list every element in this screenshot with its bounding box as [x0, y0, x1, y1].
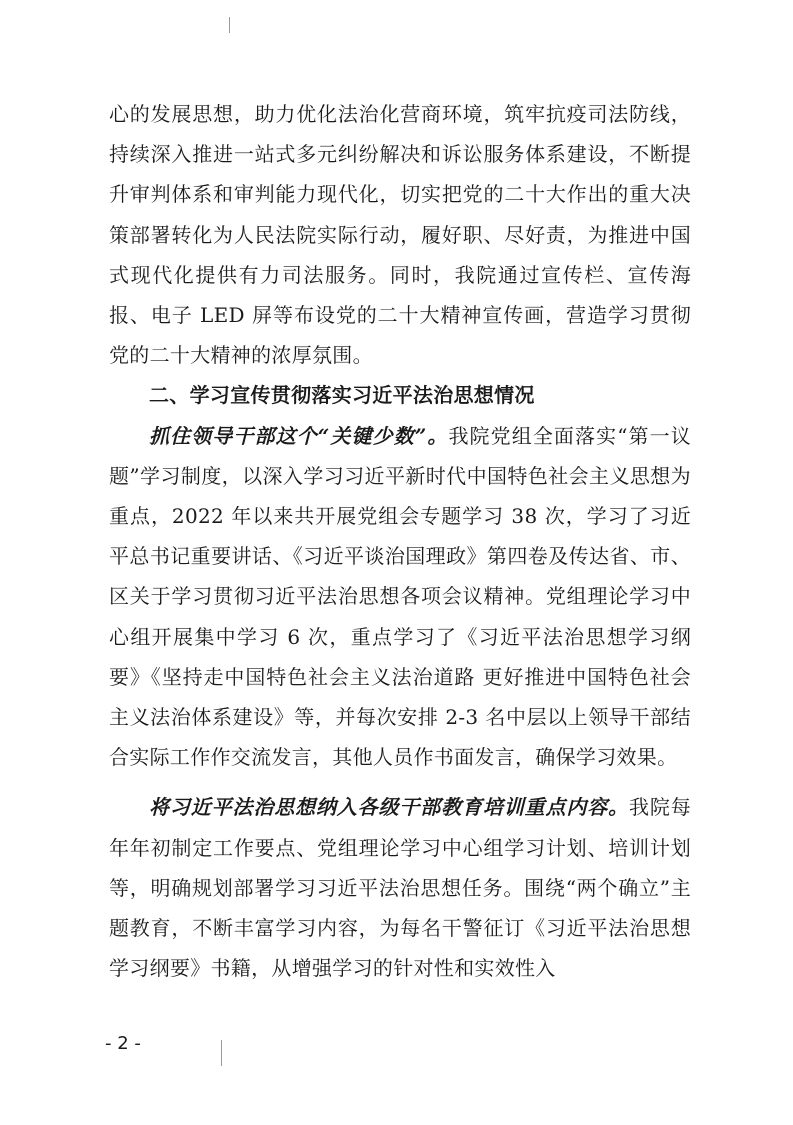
paragraph-text: 我院每年年初制定工作要点、党组理论学习中心组学习计划、培训计划等，明确规划部署学习习近平法治思想任务。围绕“两个确立”主题教育，不断丰富学习内容，为每名干警征订《习近平法治思想学习纲要》书籍，从增强学习的针对性和实效性入 — [109, 795, 691, 981]
binding-mark-top — [229, 17, 230, 33]
paragraph-lead: 抓住领导干部这个“关键少数”。 — [149, 423, 449, 448]
paragraph-text: 我院党组全面落实“第一议题”学习制度，以深入学习习近平新时代中国特色社会主义思想为重点，2022 年以来共开展党组会专题学习 38 次，学习了习近平总书记重要讲话、《习近平谈治国理政》第四卷及传达省、市、区关于学习贯彻习近平法治思想各项会议精神。党组理论学习中心组开展集中学习 6 次，重点学习了《习近平法治思想学习纲要》《坚持走中国特色社会主义法治道路 更好推进中国特色社会主义法治体系建设》等，并每次安排 2-3 名中层以上领导干部结合实际工作作交流发言，其他人员作书面发言，确保学习效果。 — [109, 423, 692, 770]
document-body — [109, 94, 691, 988]
section-heading: 二、学习宣传贯彻落实习近平法治思想情况 — [149, 383, 535, 408]
binding-mark-bottom — [221, 1040, 222, 1066]
paragraph-lead: 将习近平法治思想纳入各级干部教育培训重点内容。 — [149, 795, 629, 820]
page-number: - 2 - — [105, 1033, 141, 1054]
paragraph-continued: 心的发展思想，助力优化法治化营商环境，筑牢抗疫司法防线，持续深入推进一站式多元纠纷解决和诉讼服务体系建设，不断提升审判体系和审判能力现代化，切实把党的二十大作出的重大决策部署转化为人民法院实际行动，履好职、尽好责，为推进中国式现代化提供有力司法服务。同时，我院通过宣传栏、宣传海报、电子 LED 屏等布设党的二十大精神宣传画，营造学习贯彻党的二十大精神的浓厚氛围。 — [109, 102, 691, 368]
paragraph-key-minority — [109, 416, 691, 778]
paragraph-gap — [109, 777, 691, 787]
paragraph-training — [109, 787, 691, 988]
